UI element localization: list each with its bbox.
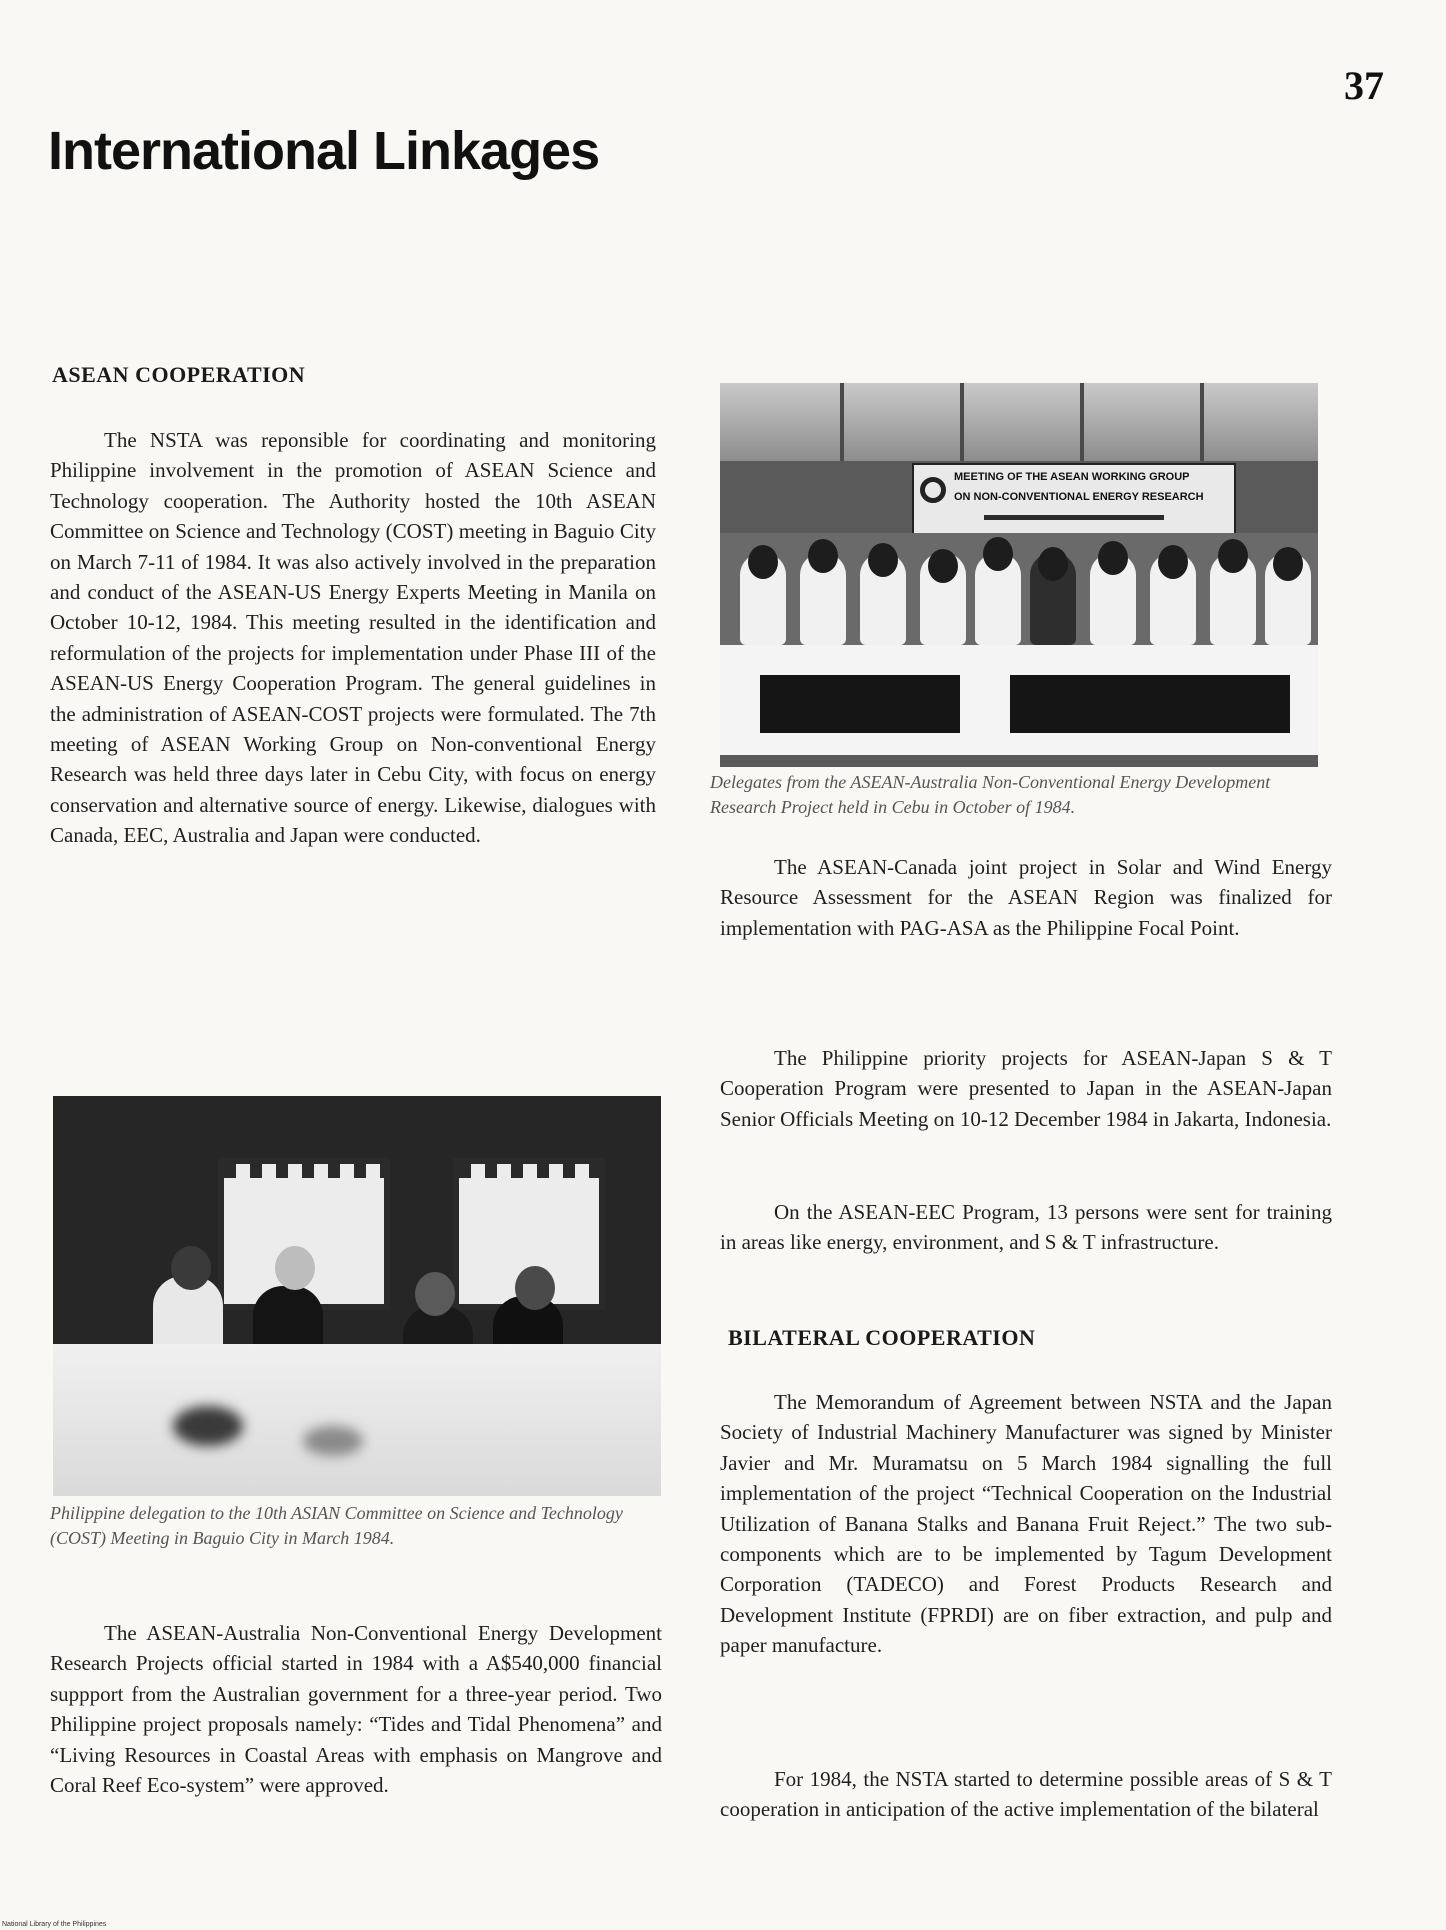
section-heading-asean: ASEAN COOPERATION [52, 362, 306, 387]
page-number: 37 [1344, 63, 1384, 108]
asean-eec-paragraph: On the ASEAN-EEC Program, 13 persons were sent for training in areas like energy, environment, and S & T infrastructure. [720, 1200, 1332, 1255]
photo-banner-line2: ON NON-CONVENTIONAL ENERGY RESEARCH [954, 491, 1204, 503]
memorandum-paragraph: The Memorandum of Agreement between NSTA and the Japan Society of Industrial Machinery Manufacturer was signed by Minister Javier and Mr. Muramatsu on 5 March 1984 signalling the full implementation of the project “Technical Cooperation on the Industrial Utilization of Banana Stalks and Banana Fruit Reject.” The two sub-components which are to be implemented by Tagum Development Corporation (TADECO) and Forest Products Research and Development Institute (FPRDI) are on fiber extraction, and pulp and paper manufacture. [720, 1390, 1332, 1658]
asean-japan-paragraph: The Philippine priority projects for ASEAN-Japan S & T Cooperation Program were presented to Japan in the ASEAN-Japan Senior Officials Meeting on 10-12 December 1984 in Jakarta, Indonesia. [720, 1046, 1332, 1131]
asean-australia-paragraph: The ASEAN-Australia Non-Conventional Energy Development Research Projects official started in 1984 with a A$540,000 financial suppport from the Australian government for a three-year period. Two Philippine project proposals namely: “Tides and Tidal Phenomena” and “Living Resources in Coastal Areas with emphasis on Mangrove and Coral Reef Eco-system” were approved. [50, 1621, 662, 1798]
footer-library-mark: National Library of the Philippines [2, 1921, 107, 1928]
asean-canada-paragraph: The ASEAN-Canada joint project in Solar and Wind Energy Resource Assessment for the ASEAN Region was finalized for implementation with PAG-ASA as the Philippine Focal Point. [720, 855, 1332, 940]
photo-caption-philippine-delegation: Philippine delegation to the 10th ASIAN Committee on Science and Technology (COST) Meeting in Baguio City in March 1984. [50, 1503, 623, 1548]
photo-banner-line1: MEETING OF THE ASEAN WORKING GROUP [954, 471, 1190, 483]
section-heading-bilateral: BILATERAL COOPERATION [728, 1325, 1036, 1350]
page-title: International Linkages [48, 121, 600, 181]
bilateral-1984-paragraph: For 1984, the NSTA started to determine possible areas of S & T cooperation in anticipation of the active implementation of the bilateral [720, 1767, 1332, 1822]
photo-caption-asean-australia-delegates: Delegates from the ASEAN-Australia Non-Conventional Energy Development Research Project held in Cebu in October of 1984. [710, 772, 1271, 817]
photo-philippine-delegation [53, 1096, 661, 1496]
photo-asean-australia-delegates [720, 383, 1318, 767]
asean-intro-paragraph: The NSTA was reponsible for coordinating and monitoring Philippine involvement in the promotion of ASEAN Science and Technology cooperation. The Authority hosted the 10th ASEAN Committee on Science and Technology (COST) meeting in Baguio City on March 7-11 of 1984. It was also actively involved in the preparation and conduct of the ASEAN-US Energy Experts Meeting in Manila on October 10-12, 1984. This meeting resulted in the identification and reformulation of the projects for implementation under Phase III of the ASEAN-US Energy Cooperation Program. The general guidelines in the administration of ASEAN-COST projects were formulated. The 7th meeting of ASEAN Working Group on Non-conventional Energy Research was held three days later in Cebu City, with focus on energy conservation and alternative source of energy. Likewise, dialogues with Canada, EEC, Australia and Japan were conducted. [50, 428, 656, 848]
